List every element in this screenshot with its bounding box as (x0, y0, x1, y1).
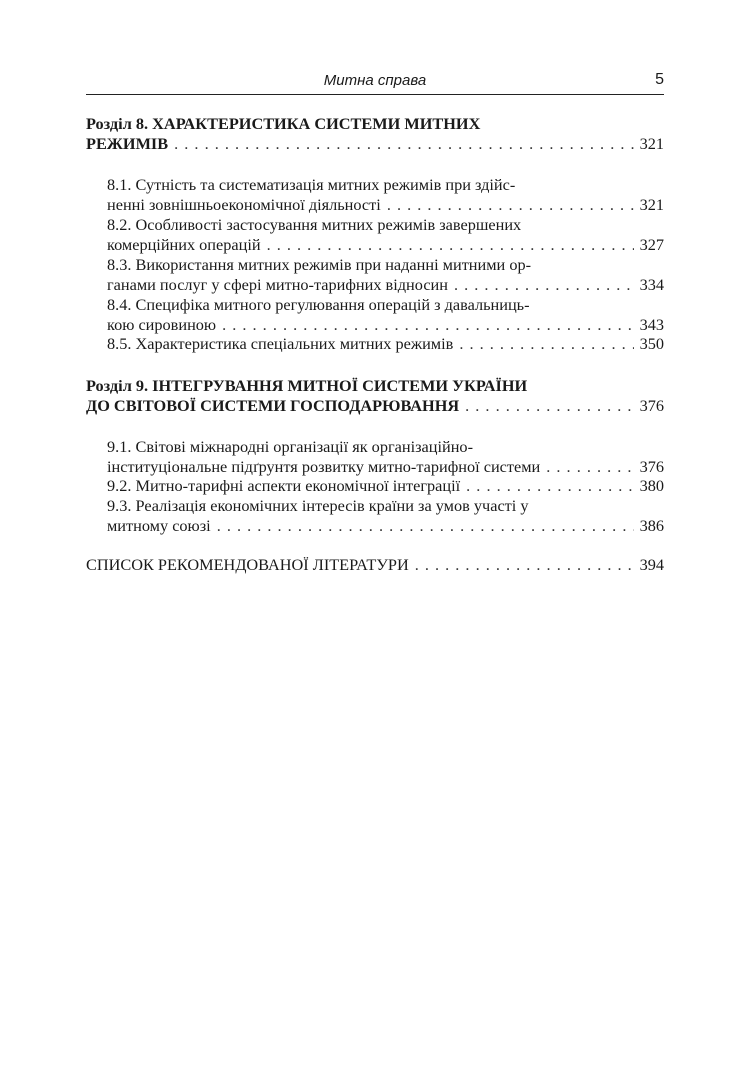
section-9-title-line1: Розділ 9. ІНТЕГРУВАННЯ МИТНОЇ СИСТЕМИ УКРАЇНИ (86, 376, 528, 395)
leader-dots (459, 334, 633, 354)
leader-dots (465, 396, 633, 416)
toc-item-8-1-line1: 8.1. Сутність та систематизація митних режимів при здійс- (107, 175, 516, 194)
leader-dots (546, 457, 633, 477)
section-9-entry[interactable] (86, 396, 664, 416)
leader-dots (466, 476, 633, 496)
section-8-page: 321 (639, 134, 664, 153)
toc-item-9-3-line1: 9.3. Реалізація економічних інтересів країни за умов участі у (107, 496, 529, 515)
section-9-title-line2: ДО СВІТОВОЇ СИСТЕМИ ГОСПОДАРЮВАННЯ (86, 396, 460, 415)
toc-item-8-3[interactable]: ганами послуг у сфері митно-тарифних відносин . . . 334 (86, 275, 664, 295)
running-header (86, 68, 664, 95)
toc-item-8-4[interactable]: кою сировиною . . . 343 (86, 315, 664, 335)
toc-item-9-3[interactable]: митному союзі . . . 386 (86, 516, 664, 536)
toc-item-8-1[interactable]: ненні зовнішньоекономічної діяльності . . . 321 (86, 195, 664, 215)
leader-dots (174, 134, 633, 154)
toc-item-9-1-line1: 9.1. Світові міжнародні організації як організаційно- (107, 437, 473, 456)
leader-dots (415, 555, 634, 575)
toc-item-8-2[interactable]: комерційних операцій . . . 327 (86, 235, 664, 255)
toc-item-8-3-line1: 8.3. Використання митних режимів при наданні митними ор- (107, 255, 532, 274)
toc-bibliography[interactable]: СПИСОК РЕКОМЕНДОВАНОЇ ЛІТЕРАТУРИ . . . 394 (86, 555, 664, 575)
leader-dots (217, 516, 634, 536)
leader-dots (267, 235, 634, 255)
toc-item-8-2-line1: 8.2. Особливості застосування митних режимів завершених (107, 215, 522, 234)
leader-dots (387, 195, 634, 215)
page-number: 5 (655, 71, 664, 88)
toc-item-9-2[interactable]: 9.2. Митно-тарифні аспекти економічної інтеграції . . . 380 (86, 476, 664, 496)
section-8-title-line1: Розділ 8. ХАРАКТЕРИСТИКА СИСТЕМИ МИТНИХ (86, 114, 481, 133)
toc-item-8-5[interactable]: 8.5. Характеристика спеціальних митних режимів . . . 350 (86, 334, 664, 354)
leader-dots (454, 275, 634, 295)
section-9-page: 376 (639, 396, 664, 415)
running-title: Митна справа (323, 72, 427, 89)
toc-item-8-4-line1: 8.4. Специфіка митного регулювання операцій з давальниць- (107, 295, 530, 314)
section-8-title-line2: РЕЖИМІВ (86, 134, 169, 153)
leader-dots (222, 315, 633, 335)
toc-item-9-1[interactable]: інституціональне підґрунтя розвитку митно-тарифної системи . . . 376 (86, 457, 664, 477)
section-8-entry[interactable] (86, 134, 664, 154)
